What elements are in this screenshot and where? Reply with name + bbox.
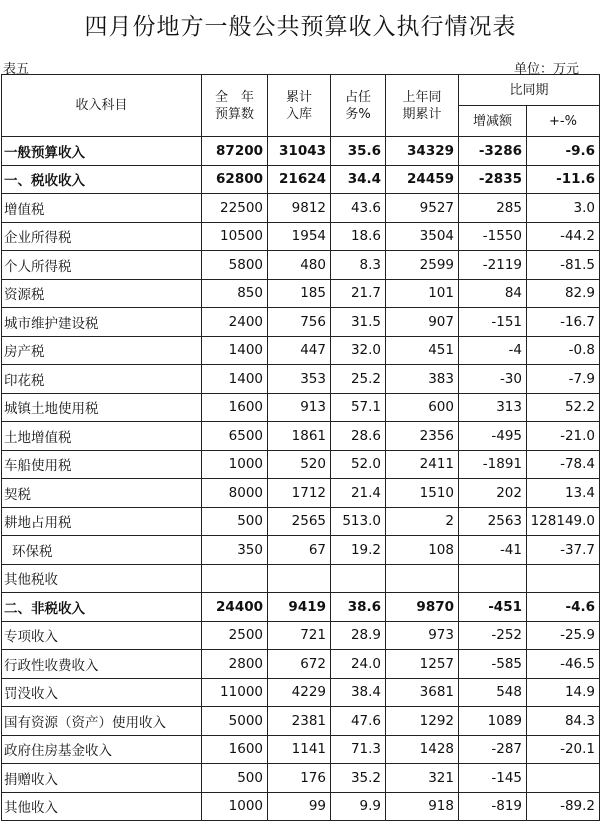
cell-change: -252 (459, 621, 527, 650)
cell-pct (527, 764, 600, 793)
cell-budget: 500 (202, 764, 268, 793)
cell-name: 一般预算收入 (2, 137, 202, 166)
table-number: 表五 (3, 62, 30, 77)
cell-pct (527, 564, 600, 593)
cell-share: 28.6 (331, 422, 386, 451)
cell-change: -151 (459, 308, 527, 337)
cell-change: 313 (459, 393, 527, 422)
table-row (2, 279, 600, 308)
cell-prev: 451 (386, 336, 459, 365)
cell-share: 9.9 (331, 792, 386, 821)
cell-cum: 67 (268, 536, 331, 565)
table-row (2, 536, 600, 565)
table-row (2, 308, 600, 337)
cell-cum: 447 (268, 336, 331, 365)
table-row (2, 393, 600, 422)
cell-share: 19.2 (331, 536, 386, 565)
cell-pct: 14.9 (527, 678, 600, 707)
cell-prev: 9870 (386, 593, 459, 622)
cell-budget: 1000 (202, 450, 268, 479)
cell-budget: 850 (202, 279, 268, 308)
cell-share (331, 564, 386, 593)
cell-cum: 353 (268, 365, 331, 394)
cell-share: 21.4 (331, 479, 386, 508)
cell-share: 8.3 (331, 251, 386, 280)
cell-prev: 600 (386, 393, 459, 422)
cell-pct: -11.6 (527, 165, 600, 194)
cell-cum: 672 (268, 650, 331, 679)
cell-cum: 721 (268, 621, 331, 650)
cell-name: 土地增值税 (2, 422, 202, 451)
cell-change (459, 564, 527, 593)
cell-cum: 9419 (268, 593, 331, 622)
cell-name: 契税 (2, 479, 202, 508)
cell-name: 捐赠收入 (2, 764, 202, 793)
table-body (2, 137, 600, 821)
cell-name: 罚没收入 (2, 678, 202, 707)
cell-prev: 3504 (386, 222, 459, 251)
cell-budget: 1600 (202, 393, 268, 422)
cell-pct: -46.5 (527, 650, 600, 679)
cell-prev: 1257 (386, 650, 459, 679)
table-row (2, 650, 600, 679)
cell-name: 二、非税收入 (2, 593, 202, 622)
cell-pct: -20.1 (527, 735, 600, 764)
cell-pct: -21.0 (527, 422, 600, 451)
cell-change: -41 (459, 536, 527, 565)
cell-name: 其他税收 (2, 564, 202, 593)
cell-share: 47.6 (331, 707, 386, 736)
cell-budget: 500 (202, 507, 268, 536)
table-row (2, 707, 600, 736)
cell-pct: 84.3 (527, 707, 600, 736)
cell-budget: 10500 (202, 222, 268, 251)
cell-pct: -81.5 (527, 251, 600, 280)
header-yoy: 比同期 (459, 75, 600, 106)
cell-name: 其他收入 (2, 792, 202, 821)
cell-budget: 5800 (202, 251, 268, 280)
cell-share: 18.6 (331, 222, 386, 251)
header-prev-line1: 上年同 (402, 89, 442, 105)
cell-pct: -16.7 (527, 308, 600, 337)
cell-cum: 9812 (268, 194, 331, 223)
cell-budget (202, 564, 268, 593)
cell-share: 24.0 (331, 650, 386, 679)
cell-pct: -78.4 (527, 450, 600, 479)
cell-prev: 108 (386, 536, 459, 565)
cell-share: 38.6 (331, 593, 386, 622)
cell-prev: 9527 (386, 194, 459, 223)
table-row (2, 735, 600, 764)
cell-change: -1891 (459, 450, 527, 479)
cell-budget: 6500 (202, 422, 268, 451)
cell-cum: 31043 (268, 137, 331, 166)
cell-share: 34.4 (331, 165, 386, 194)
cell-budget: 1400 (202, 336, 268, 365)
cell-change: -287 (459, 735, 527, 764)
cell-name: 个人所得税 (2, 251, 202, 280)
table-row (2, 678, 600, 707)
cell-name: 政府住房基金收入 (2, 735, 202, 764)
cell-pct: 52.2 (527, 393, 600, 422)
cell-prev: 918 (386, 792, 459, 821)
cell-change: -145 (459, 764, 527, 793)
cell-prev: 383 (386, 365, 459, 394)
cell-name: 环保税 (2, 536, 202, 565)
cell-pct: -89.2 (527, 792, 600, 821)
cell-budget: 11000 (202, 678, 268, 707)
cell-share: 35.6 (331, 137, 386, 166)
cell-cum: 756 (268, 308, 331, 337)
cell-name: 资源税 (2, 279, 202, 308)
cell-change: 2563 (459, 507, 527, 536)
cell-share: 43.6 (331, 194, 386, 223)
cell-cum: 185 (268, 279, 331, 308)
cell-change: 1089 (459, 707, 527, 736)
cell-cum: 21624 (268, 165, 331, 194)
cell-cum (268, 564, 331, 593)
cell-pct: -4.6 (527, 593, 600, 622)
cell-name: 行政性收费收入 (2, 650, 202, 679)
cell-change: -585 (459, 650, 527, 679)
table-row (2, 365, 600, 394)
cell-change: -3286 (459, 137, 527, 166)
cell-prev: 1428 (386, 735, 459, 764)
cell-cum: 520 (268, 450, 331, 479)
header-item: 收入科目 (2, 75, 202, 137)
cell-prev: 2411 (386, 450, 459, 479)
cell-budget: 2400 (202, 308, 268, 337)
cell-pct: 128149.0 (527, 507, 600, 536)
cell-pct: -25.9 (527, 621, 600, 650)
cell-prev: 321 (386, 764, 459, 793)
cell-share: 57.1 (331, 393, 386, 422)
cell-change: -30 (459, 365, 527, 394)
cell-prev: 2356 (386, 422, 459, 451)
table-row (2, 422, 600, 451)
header-cumulative-line2: 入库 (285, 106, 312, 122)
table-row (2, 194, 600, 223)
cell-change: -2835 (459, 165, 527, 194)
cell-change: 202 (459, 479, 527, 508)
cell-prev: 101 (386, 279, 459, 308)
report-title: 四月份地方一般公共预算收入执行情况表 (84, 14, 517, 40)
cell-prev: 24459 (386, 165, 459, 194)
cell-budget: 62800 (202, 165, 268, 194)
revenue-table (1, 74, 600, 821)
cell-budget: 1600 (202, 735, 268, 764)
cell-share: 21.7 (331, 279, 386, 308)
header-change: 增减额 (459, 106, 527, 137)
cell-prev: 973 (386, 621, 459, 650)
cell-cum: 2565 (268, 507, 331, 536)
table-row (2, 593, 600, 622)
cell-prev: 1510 (386, 479, 459, 508)
cell-prev: 907 (386, 308, 459, 337)
table-row (2, 137, 600, 166)
table-row (2, 336, 600, 365)
cell-share: 32.0 (331, 336, 386, 365)
table-row (2, 251, 600, 280)
cell-budget: 5000 (202, 707, 268, 736)
cell-budget: 350 (202, 536, 268, 565)
cell-name: 耕地占用税 (2, 507, 202, 536)
header-cumulative (268, 75, 331, 137)
cell-prev: 2 (386, 507, 459, 536)
cell-prev (386, 564, 459, 593)
cell-cum: 1712 (268, 479, 331, 508)
cell-share: 31.5 (331, 308, 386, 337)
cell-budget: 1000 (202, 792, 268, 821)
cell-name: 专项收入 (2, 621, 202, 650)
cell-budget: 87200 (202, 137, 268, 166)
cell-cum: 913 (268, 393, 331, 422)
cell-name: 房产税 (2, 336, 202, 365)
table-row (2, 507, 600, 536)
cell-budget: 22500 (202, 194, 268, 223)
cell-budget: 2500 (202, 621, 268, 650)
cell-change: -2119 (459, 251, 527, 280)
cell-change: -4 (459, 336, 527, 365)
table-row (2, 792, 600, 821)
cell-name: 印花税 (2, 365, 202, 394)
cell-prev: 34329 (386, 137, 459, 166)
cell-prev: 1292 (386, 707, 459, 736)
cell-change: -819 (459, 792, 527, 821)
cell-name: 车船使用税 (2, 450, 202, 479)
cell-pct: 82.9 (527, 279, 600, 308)
cell-change: -495 (459, 422, 527, 451)
table-row (2, 450, 600, 479)
cell-change: 285 (459, 194, 527, 223)
header-budget-line1: 全 年 (214, 89, 254, 105)
cell-name: 城市维护建设税 (2, 308, 202, 337)
table-row (2, 621, 600, 650)
cell-budget: 24400 (202, 593, 268, 622)
cell-budget: 1400 (202, 365, 268, 394)
header-budget (202, 75, 268, 137)
cell-change: 548 (459, 678, 527, 707)
header-prev-year (386, 75, 459, 137)
table-row (2, 764, 600, 793)
cell-budget: 8000 (202, 479, 268, 508)
table-row (2, 222, 600, 251)
cell-share: 71.3 (331, 735, 386, 764)
cell-cum: 1861 (268, 422, 331, 451)
header-budget-line2: 预算数 (214, 106, 254, 122)
header-share-line1: 占任 (344, 89, 371, 105)
cell-cum: 2381 (268, 707, 331, 736)
cell-share: 28.9 (331, 621, 386, 650)
unit-label: 单位：万元 (513, 62, 579, 77)
cell-change: 84 (459, 279, 527, 308)
cell-prev: 2599 (386, 251, 459, 280)
cell-prev: 3681 (386, 678, 459, 707)
cell-name: 增值税 (2, 194, 202, 223)
cell-budget: 2800 (202, 650, 268, 679)
cell-share: 25.2 (331, 365, 386, 394)
cell-pct: -9.6 (527, 137, 600, 166)
cell-cum: 176 (268, 764, 331, 793)
cell-cum: 4229 (268, 678, 331, 707)
header-pct: +-% (527, 106, 600, 137)
cell-share: 52.0 (331, 450, 386, 479)
cell-cum: 480 (268, 251, 331, 280)
cell-pct: -37.7 (527, 536, 600, 565)
header-share-line2: 务% (345, 106, 371, 122)
cell-name: 城镇土地使用税 (2, 393, 202, 422)
cell-change: -1550 (459, 222, 527, 251)
cell-pct: 13.4 (527, 479, 600, 508)
table-row (2, 165, 600, 194)
header-share (331, 75, 386, 137)
header-cumulative-line1: 累计 (285, 89, 312, 105)
cell-name: 一、税收收入 (2, 165, 202, 194)
cell-cum: 99 (268, 792, 331, 821)
table-row (2, 564, 600, 593)
table-row (2, 479, 600, 508)
cell-share: 513.0 (331, 507, 386, 536)
header-prev-line2: 期累计 (402, 106, 442, 122)
cell-pct: -7.9 (527, 365, 600, 394)
cell-pct: 3.0 (527, 194, 600, 223)
cell-cum: 1954 (268, 222, 331, 251)
cell-name: 国有资源（资产）使用收入 (2, 707, 202, 736)
cell-pct: -0.8 (527, 336, 600, 365)
cell-pct: -44.2 (527, 222, 600, 251)
cell-change: -451 (459, 593, 527, 622)
cell-name: 企业所得税 (2, 222, 202, 251)
cell-share: 38.4 (331, 678, 386, 707)
cell-cum: 1141 (268, 735, 331, 764)
cell-share: 35.2 (331, 764, 386, 793)
